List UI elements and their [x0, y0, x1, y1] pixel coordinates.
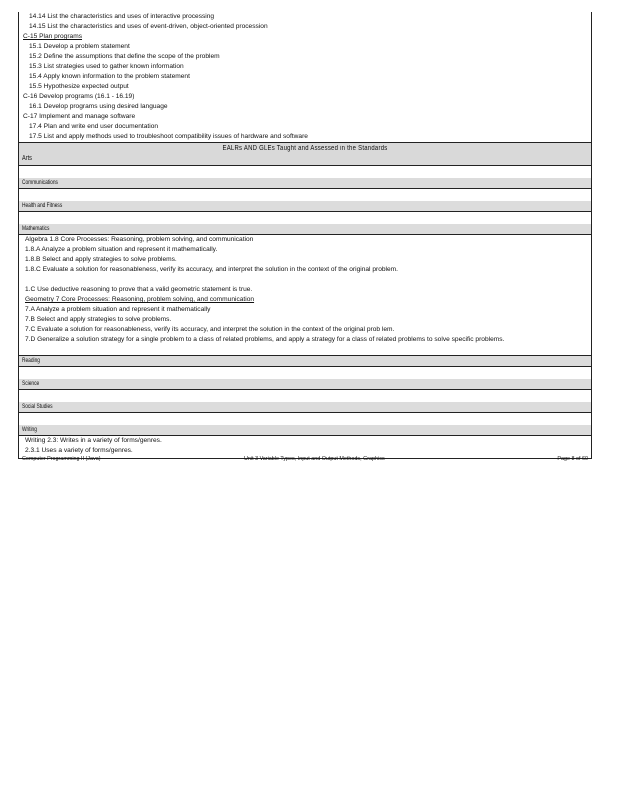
text-line: 17.5 List and apply methods used to troubleshoot compatibility issues of hardware and software — [29, 133, 308, 140]
curriculum-list — [19, 12, 591, 142]
footer-unit: Unit 3 Variable Types, Input and Output Methods, Graphics — [244, 456, 385, 462]
standards-table — [18, 12, 592, 459]
text-line: 15.1 Develop a problem statement — [29, 43, 130, 50]
text-line: 14.14 List the characteristics and uses of interactive processing — [29, 13, 215, 20]
text-line: 14.15 List the characteristics and uses of event-driven, object-oriented procession — [29, 23, 268, 30]
text-line: 15.3 List strategies used to gather known information — [29, 63, 184, 70]
text-line: C-16 Develop programs (16.1 - 16.19) — [23, 93, 135, 100]
category-communications: Communications — [19, 178, 591, 189]
category-reading: Reading — [19, 355, 591, 367]
text-line: 7.C Evaluate a solution for reasonableness, verify its accuracy, and interpret the solution in the context of the original prob lem. — [25, 326, 395, 333]
text-line: 1.C Use deductive reasoning to prove that a valid geometric statement is true. — [25, 286, 253, 293]
text-line — [19, 275, 591, 285]
writing-standards-list — [19, 436, 591, 456]
text-line: 2.3.1 Uses a variety of forms/genres. — [25, 447, 133, 454]
text-line: 1.8.A Analyze a problem situation and represent it mathematically. — [25, 246, 218, 253]
text-line: 7.D Generalize a solution strategy for a single problem to a class of related problems, and apply a strategy for a class of related problems to solve specific problems. — [25, 336, 505, 343]
category-social-studies: Social Studies — [19, 402, 591, 413]
text-line: 17.4 Plan and write end user documentation — [29, 123, 159, 130]
page-footer — [22, 454, 588, 464]
text-line: 15.4 Apply known information to the problem statement — [29, 73, 190, 80]
text-line: 1.8.C Evaluate a solution for reasonableness, verify its accuracy, and interpret the solution in the context of the original problem. — [25, 266, 398, 273]
category-mathematics: Mathematics — [19, 224, 591, 235]
standards-header — [19, 142, 591, 166]
text-line: C-15 Plan programs — [23, 33, 83, 40]
category-science: Science — [19, 379, 591, 390]
text-line: Algebra 1.8 Core Processes: Reasoning, problem solving, and communication — [25, 236, 254, 243]
text-line: 15.5 Hypothesize expected output — [29, 83, 129, 90]
text-line: 16.1 Develop programs using desired language — [29, 103, 168, 110]
text-line: 1.8.B Select and apply strategies to solve problems. — [25, 256, 177, 263]
text-line: 15.2 Define the assumptions that define the scope of the problem — [29, 53, 220, 60]
text-line: C-17 Implement and manage software — [23, 113, 136, 120]
text-line: 7.B Select and apply strategies to solve problems. — [25, 316, 172, 323]
category-writing: Writing — [19, 425, 591, 436]
category-arts: Arts — [22, 155, 32, 162]
text-line: Writing 2.3: Writes in a variety of forms/genres. — [25, 437, 162, 444]
footer-page-number: Page 8 of 60 — [557, 456, 588, 462]
footer-course: Computer Programming II (Java) — [22, 456, 101, 462]
math-standards-list — [19, 235, 591, 345]
text-line: Geometry 7 Core Processes: Reasoning, problem solving, and communication — [25, 296, 255, 303]
category-health: Health and Fitness — [19, 201, 591, 212]
standards-header-title: EALRs AND GLEs Taught and Assessed in the Standards — [222, 145, 388, 152]
text-line: 7.A Analyze a problem situation and represent it mathematically — [25, 306, 211, 313]
